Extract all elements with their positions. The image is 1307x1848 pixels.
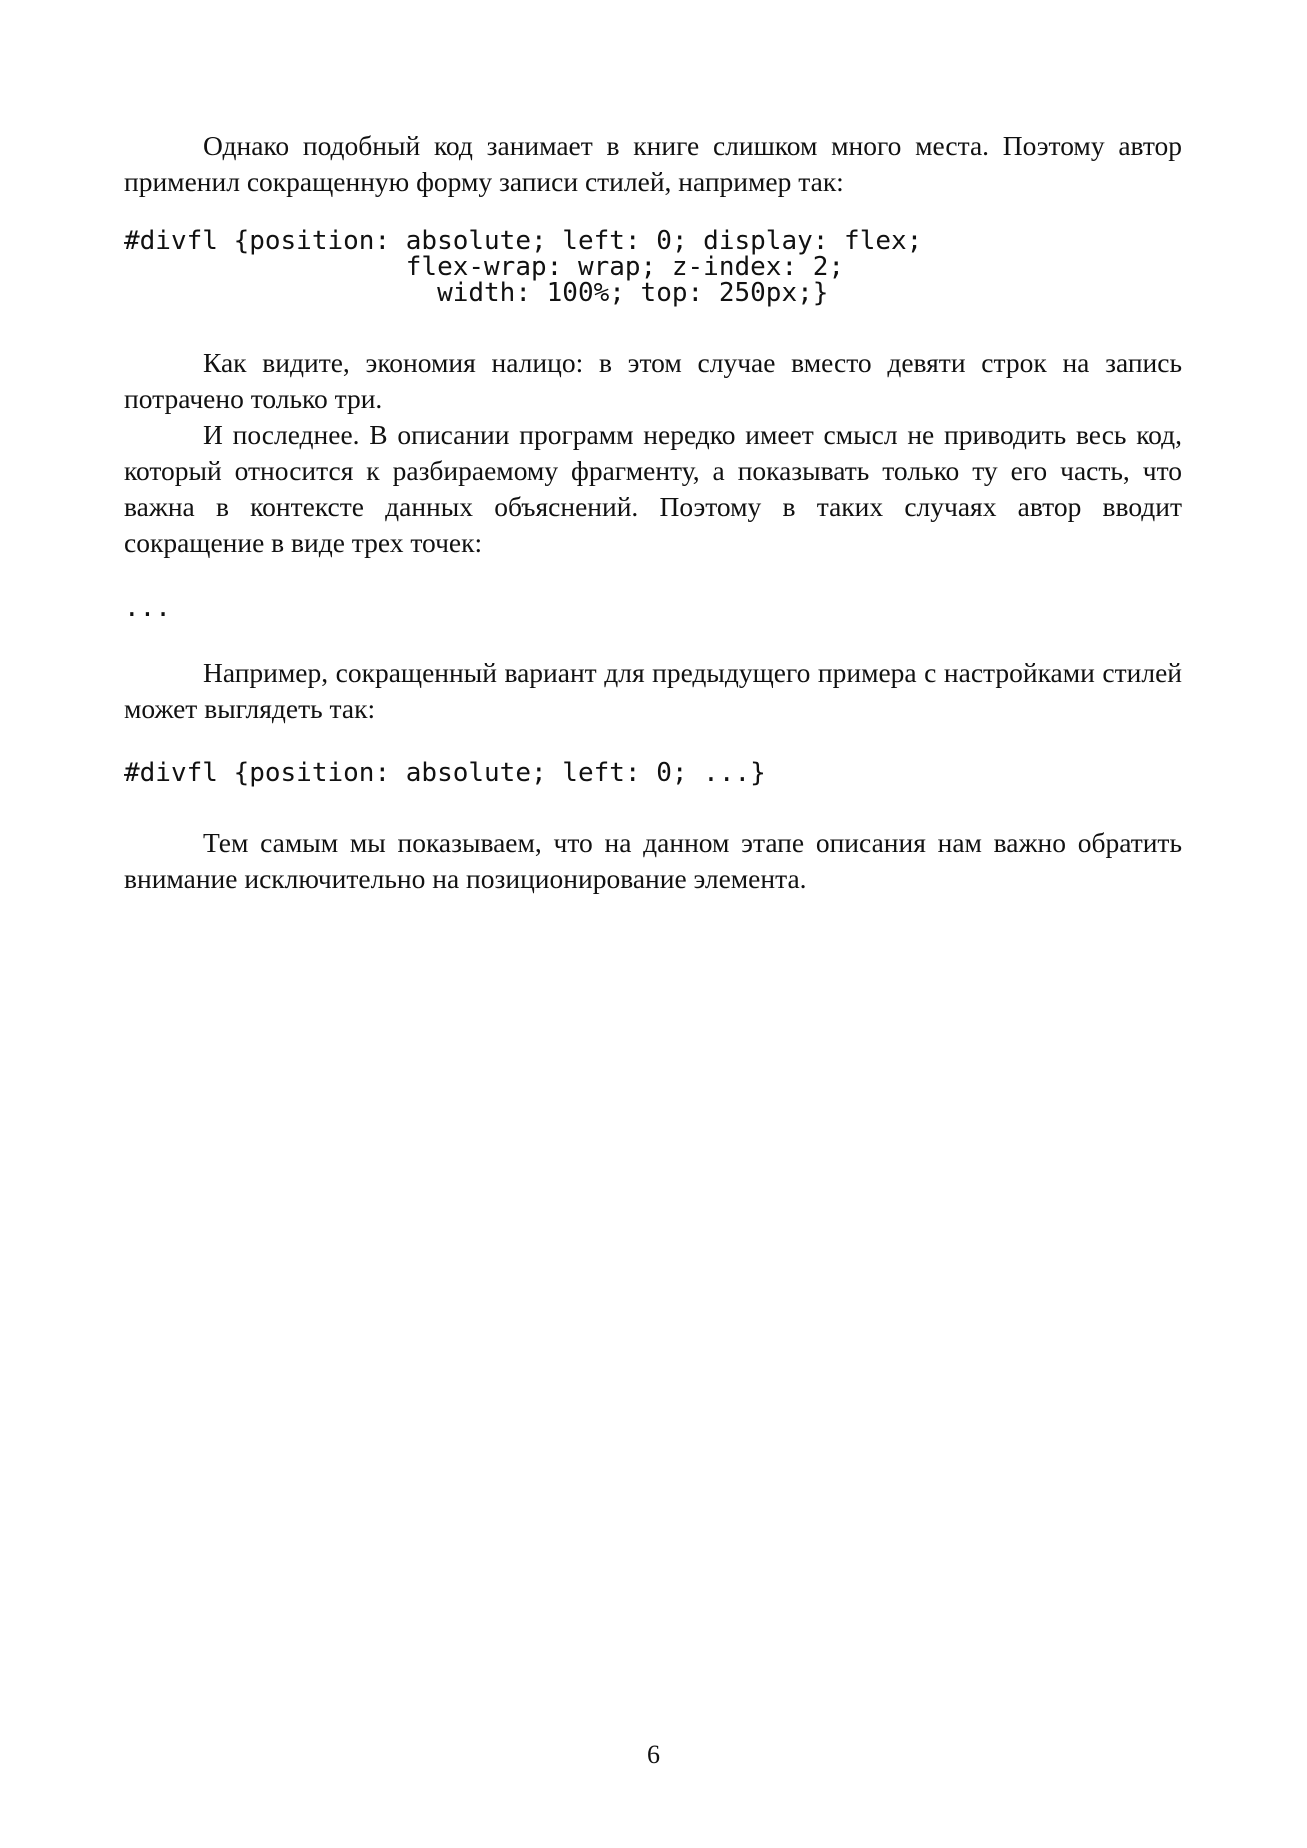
- code-block-1: #divfl {position: absolute; left: 0; display: flex; flex-wrap: wrap; z-index: 2; width: 100%; top: 250px;}: [124, 226, 923, 308]
- paragraph-block-1: [124, 128, 1182, 200]
- paragraph-1: Однако подобный код занимает в книге слишком много места. Поэтому автор применил сокращенную форму записи стилей, например так:: [124, 130, 1182, 197]
- paragraph-5: Тем самым мы показываем, что на данном этапе описания нам важно обратить внимание исключительно на позиционирование элемента.: [124, 827, 1182, 894]
- paragraph-3: И последнее. В описании программ нередко имеет смысл не приводить весь код, который относится к разбираемому фрагменту, а показывать только ту его часть, что важна в контексте данных объяснений. Поэтому в таких случаях автор вводит сокращение в виде трех точек:: [124, 419, 1182, 558]
- page-number: 6: [647, 1740, 660, 1769]
- paragraph-block-4: [124, 825, 1182, 897]
- paragraph-4: Например, сокращенный вариант для предыдущего примера с настройками стилей может выглядеть так:: [124, 657, 1182, 724]
- paragraph-2: Как видите, экономия налицо: в этом случае вместо девяти строк на запись потрачено только три.: [124, 347, 1182, 414]
- code-ellipsis: ...: [124, 593, 171, 623]
- code-block-2: #divfl {position: absolute; left: 0; ...}: [124, 758, 766, 788]
- paragraph-block-2: [124, 345, 1182, 561]
- paragraph-block-3: [124, 655, 1182, 727]
